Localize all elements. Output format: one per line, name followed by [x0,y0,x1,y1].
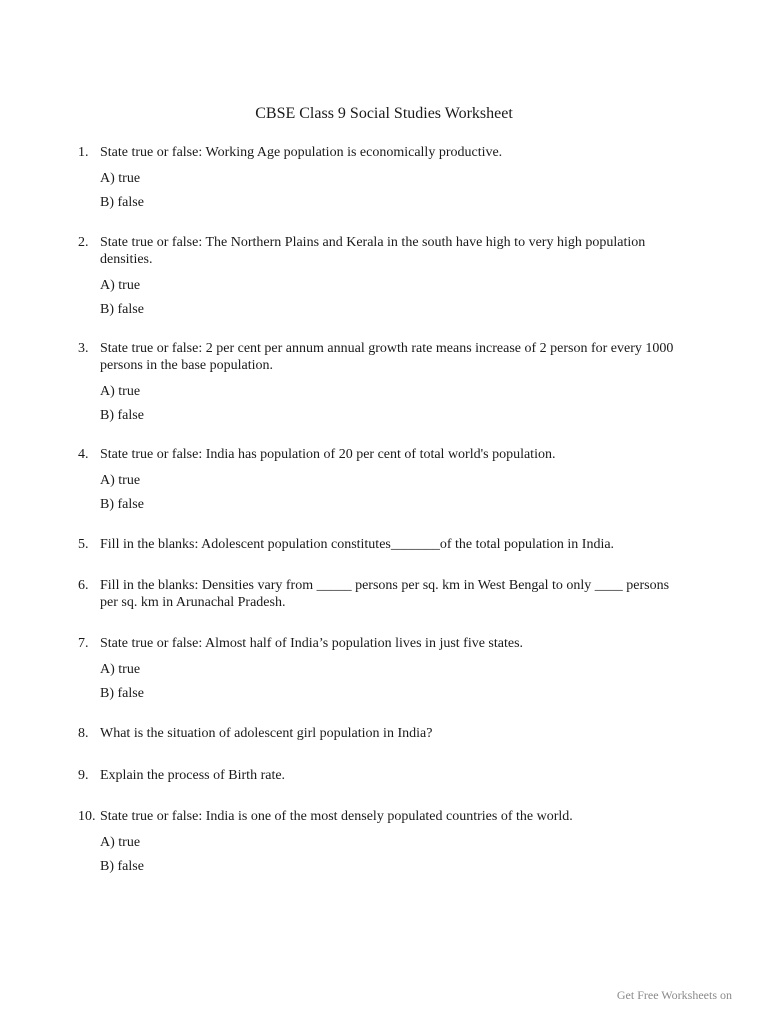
option-b: B) false [100,497,144,512]
question-3 [78,340,688,431]
question-text: Fill in the blanks: Adolescent population constitutes_______of the total population in India. [100,537,615,552]
question-text: State true or false: 2 per cent per annum annual growth rate means increase of 2 person for every 1000 persons in the base population. [100,341,674,373]
question-5 [78,536,688,553]
question-number: 6. [78,578,89,593]
option-b: B) false [100,195,144,210]
option-a: A) true [100,278,141,293]
answer-options [78,834,688,875]
option-a: A) true [100,473,141,488]
answer-options [78,170,688,211]
question-10 [78,808,688,882]
page-title: CBSE Class 9 Social Studies Worksheet [255,105,513,122]
question-9 [78,767,688,784]
option-a: A) true [100,662,141,677]
question-1 [78,144,688,218]
question-text: What is the situation of adolescent girl population in India? [100,726,433,741]
question-4 [78,446,688,520]
option-b: B) false [100,408,144,423]
question-text: State true or false: The Northern Plains and Kerala in the south have high to very high population densities. [100,235,646,267]
question-number: 8. [78,726,89,741]
option-a: A) true [100,171,141,186]
option-b: B) false [100,859,144,874]
question-text: State true or false: Working Age population is economically productive. [100,145,503,160]
answer-options [78,472,688,513]
question-text: State true or false: India has population of 20 per cent of total world's population. [100,447,556,462]
option-b: B) false [100,686,144,701]
answer-options [78,277,688,318]
question-number: 3. [78,341,89,356]
question-number: 10. [78,809,96,824]
question-text: State true or false: Almost half of India’s population lives in just five states. [100,636,524,651]
question-7 [78,635,688,709]
footer-text: Get Free Worksheets on [616,988,732,1002]
answer-options [78,661,688,702]
option-a: A) true [100,384,141,399]
question-number: 1. [78,145,89,160]
option-a: A) true [100,835,141,850]
answer-options [78,383,688,424]
question-number: 5. [78,537,89,552]
question-2 [78,234,688,325]
question-text: State true or false: India is one of the most densely populated countries of the world. [100,809,573,824]
question-number: 9. [78,768,89,783]
question-number: 2. [78,235,89,250]
question-text: Explain the process of Birth rate. [100,768,286,783]
question-6 [78,577,688,611]
question-text: Fill in the blanks: Densities vary from _____ persons per sq. km in West Bengal to only ____ persons per sq. km in Arunachal Pradesh. [100,578,670,610]
question-number: 4. [78,447,89,462]
question-8 [78,725,688,742]
option-b: B) false [100,302,144,317]
question-number: 7. [78,636,89,651]
